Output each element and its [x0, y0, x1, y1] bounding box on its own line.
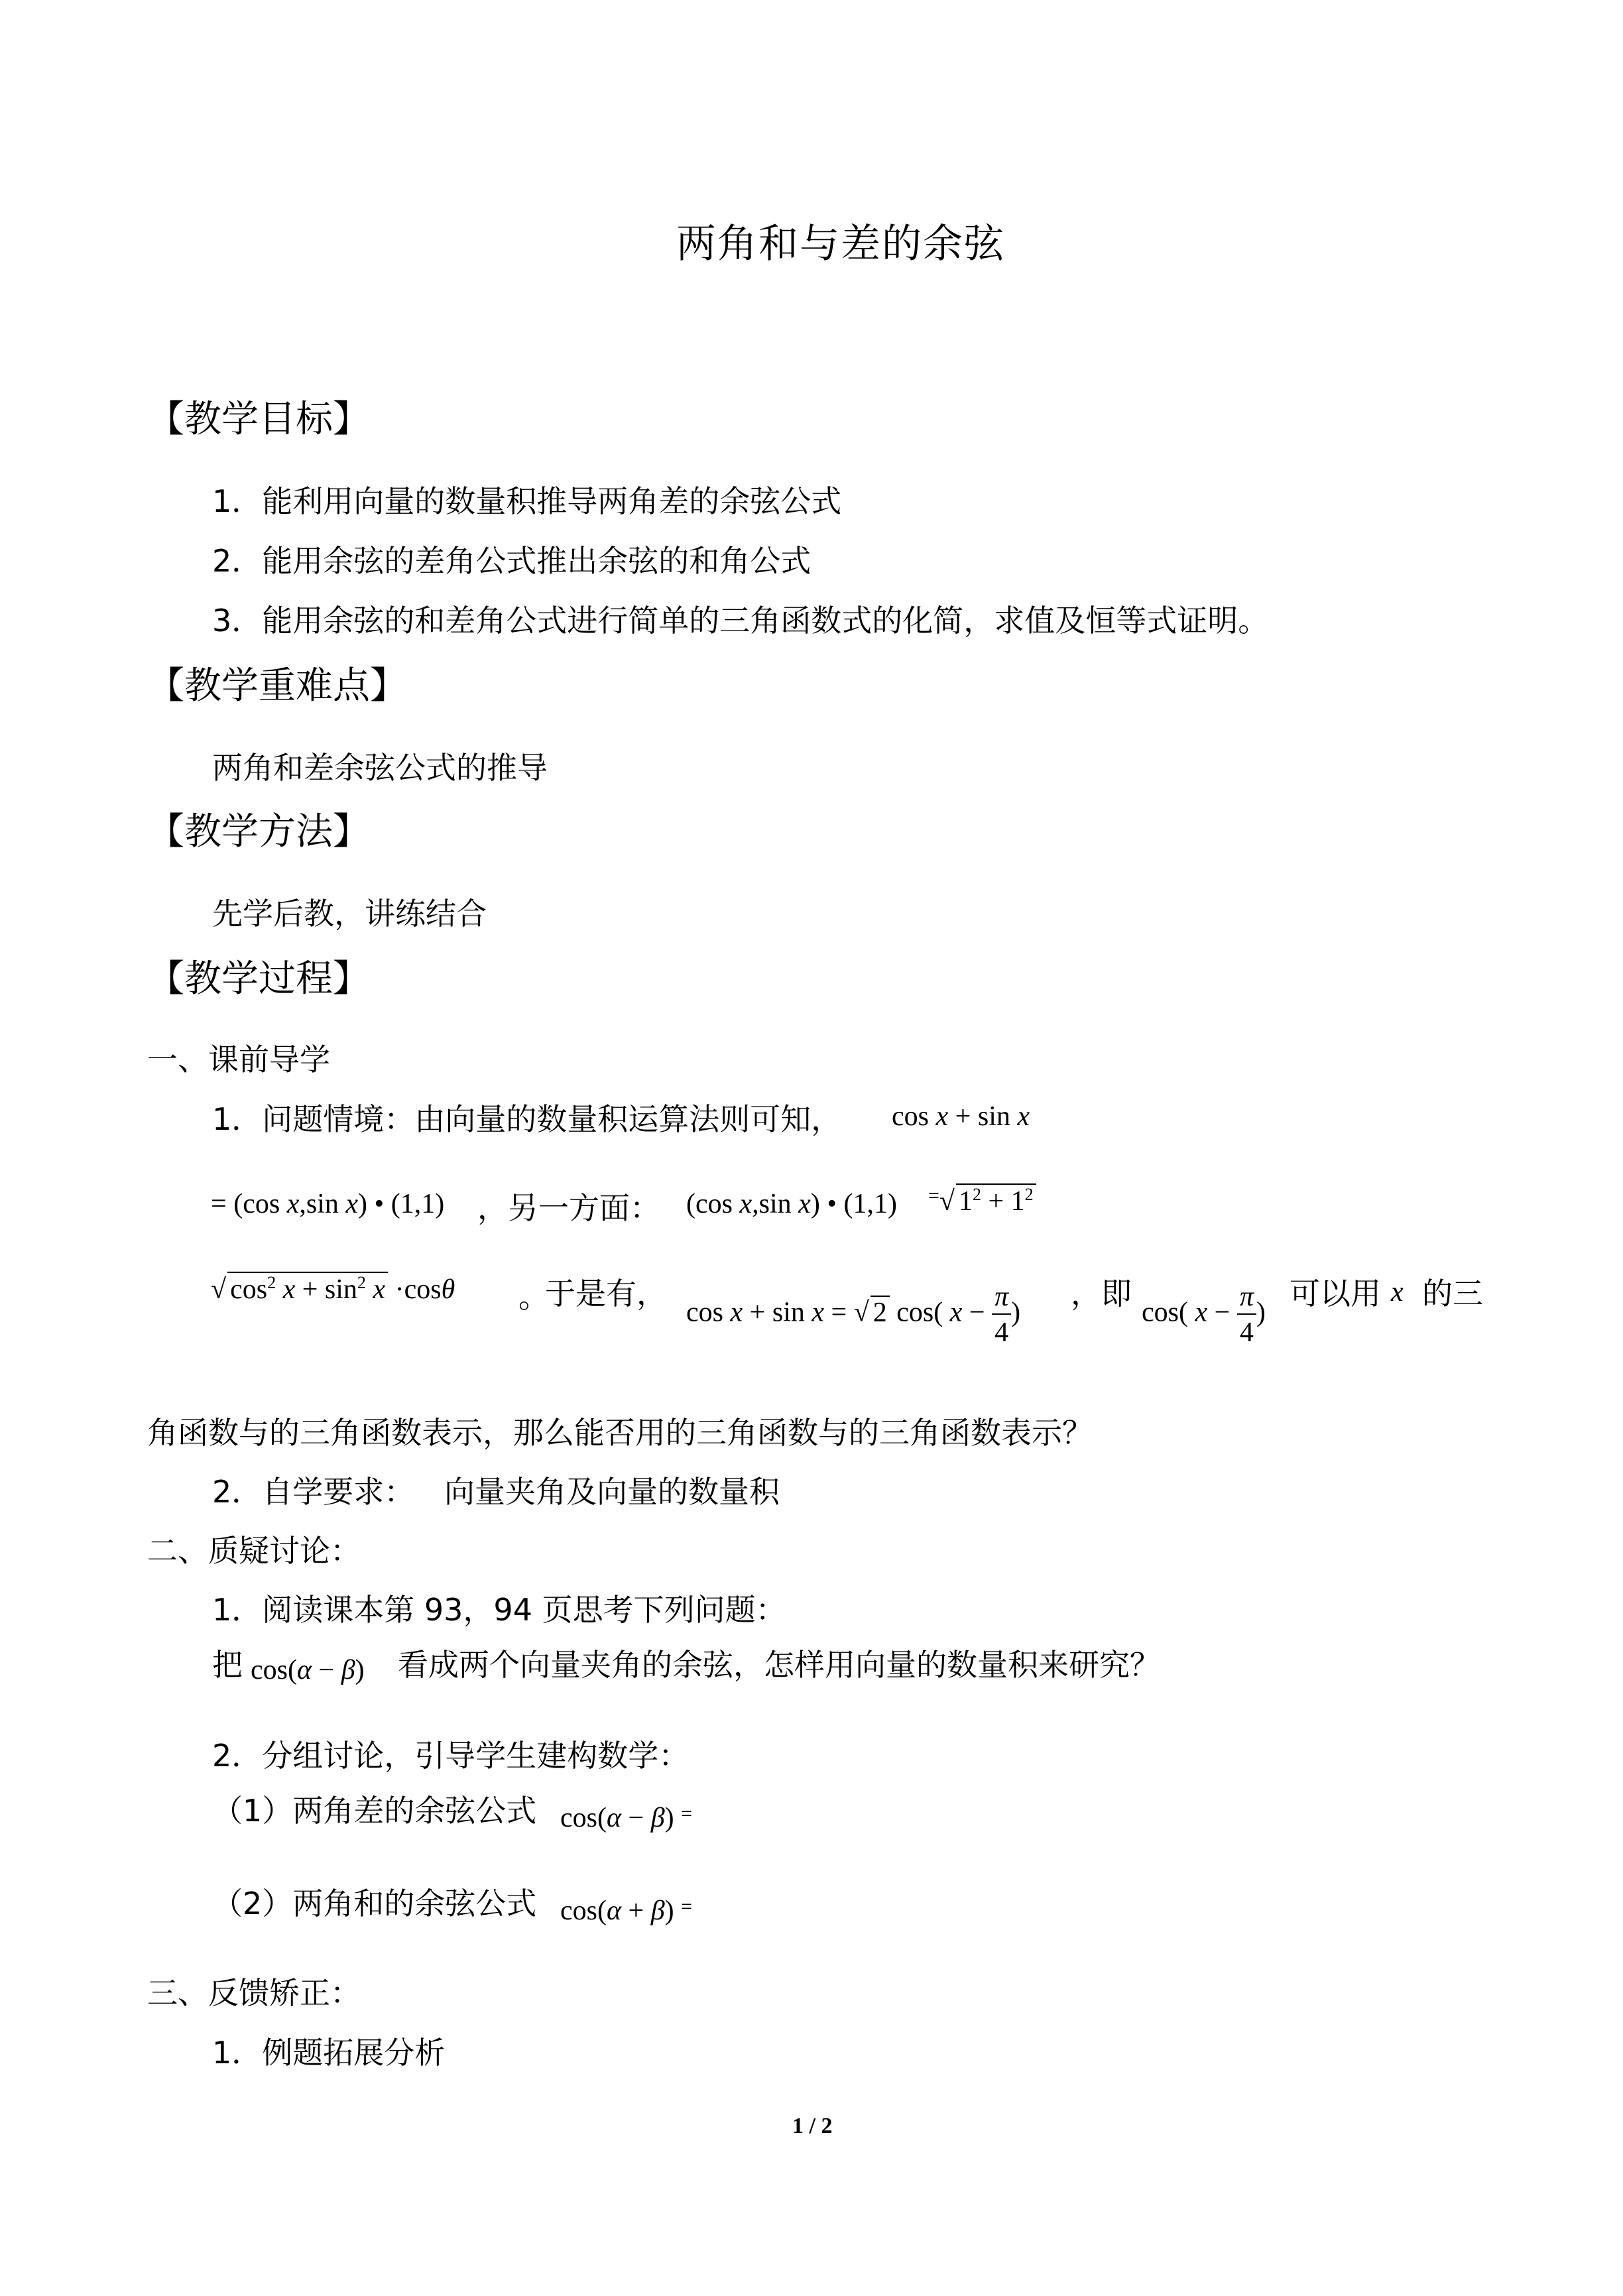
formula-dot-product-1: = (cos x,sin x) • (1,1) — [211, 1189, 445, 1219]
period-text: 。 — [518, 1279, 549, 1315]
other-side-text: ，另一方面： — [477, 1190, 660, 1226]
formula-cos-plus-sin-equals: cos x + sin x = √ 2 cos( x − $\frac{\pi}{4}$ ) — [686, 1282, 1021, 1348]
formula-sqrt-1-1: =√ $1^2 + 1^2$ — [928, 1183, 1036, 1217]
section-heading-process: 【教学过程】 — [147, 957, 370, 1000]
part2-heading: 二、质疑讨论： — [147, 1533, 361, 1569]
part2-ba: 把 — [212, 1647, 243, 1683]
so-have-text: 于是有， — [545, 1276, 667, 1311]
method-text: 先学后教，讲练结合 — [212, 896, 487, 932]
key-points-text: 两角和差余弦公式的推导 — [212, 750, 548, 786]
formula-dot-product-2: (cos x,sin x) • (1,1) — [686, 1189, 898, 1219]
formula-cos-diff: cos(α − β) = — [560, 1803, 693, 1833]
part1-item2-text: 向量夹角及向量的数量积 — [444, 1474, 780, 1510]
section-heading-method: 【教学方法】 — [147, 810, 370, 853]
formula-cos-alpha-minus-beta: cos(α − β) — [251, 1655, 365, 1685]
part1-item2-label: 2．自学要求： — [212, 1474, 415, 1510]
objective-item-2: 2．能用余弦的差角公式推出余弦的和角公式 — [212, 543, 812, 579]
formula-cos-x-minus-pi-4: cos( x − $\frac{\pi}{4}$ ) — [1142, 1282, 1266, 1348]
can-use-text: 可以用 — [1290, 1276, 1381, 1311]
formula-cosx-plus-sinx: cos x + sin x — [892, 1101, 1030, 1132]
part1-line4: 角函数与的三角函数表示，那么能否用的三角函数与的三角函数表示？ — [147, 1415, 1093, 1451]
math-x: x — [1391, 1277, 1404, 1307]
namely-text: ，即 — [1071, 1276, 1132, 1311]
formula-cos-sum: cos(α + β) = — [560, 1896, 693, 1926]
page-title: 两角和与差的余弦 — [676, 221, 1005, 267]
page-number: 1 / 2 — [792, 2114, 833, 2138]
section-heading-key-points: 【教学重难点】 — [147, 664, 407, 707]
part3-item1: 1．例题拓展分析 — [212, 2035, 446, 2071]
section-heading-objectives: 【教学目标】 — [147, 398, 370, 441]
part3-heading: 三、反馈矫正： — [147, 1975, 361, 2011]
of-three-text: 的三 — [1422, 1276, 1483, 1311]
part2-item1: 1．阅读课本第 93，94 页思考下列问题： — [212, 1592, 786, 1628]
part2-sub2: （2）两角和的余弦公式 — [212, 1886, 537, 1921]
part1-item1-text: 1．问题情境：由向量的数量积运算法则可知， — [212, 1101, 842, 1137]
objective-item-3: 3．能用余弦的和差角公式进行简单的三角函数式的化简，求值及恒等式证明。 — [212, 603, 1269, 638]
objective-item-1: 1．能利用向量的数量积推导两角差的余弦公式 — [212, 483, 842, 519]
part2-ba-rest: 看成两个向量夹角的余弦，怎样用向量的数量积来研究？ — [398, 1647, 1160, 1683]
formula-sqrt-cos2-sin2: √ $\cos^2 x + \sin^2 x \cdot\cos\theta$ — [211, 1273, 455, 1305]
part2-item2: 2．分组讨论，引导学生建构数学： — [212, 1738, 690, 1774]
part1-heading: 一、课前导学 — [147, 1042, 330, 1077]
part2-sub1: （1）两角差的余弦公式 — [212, 1793, 537, 1829]
